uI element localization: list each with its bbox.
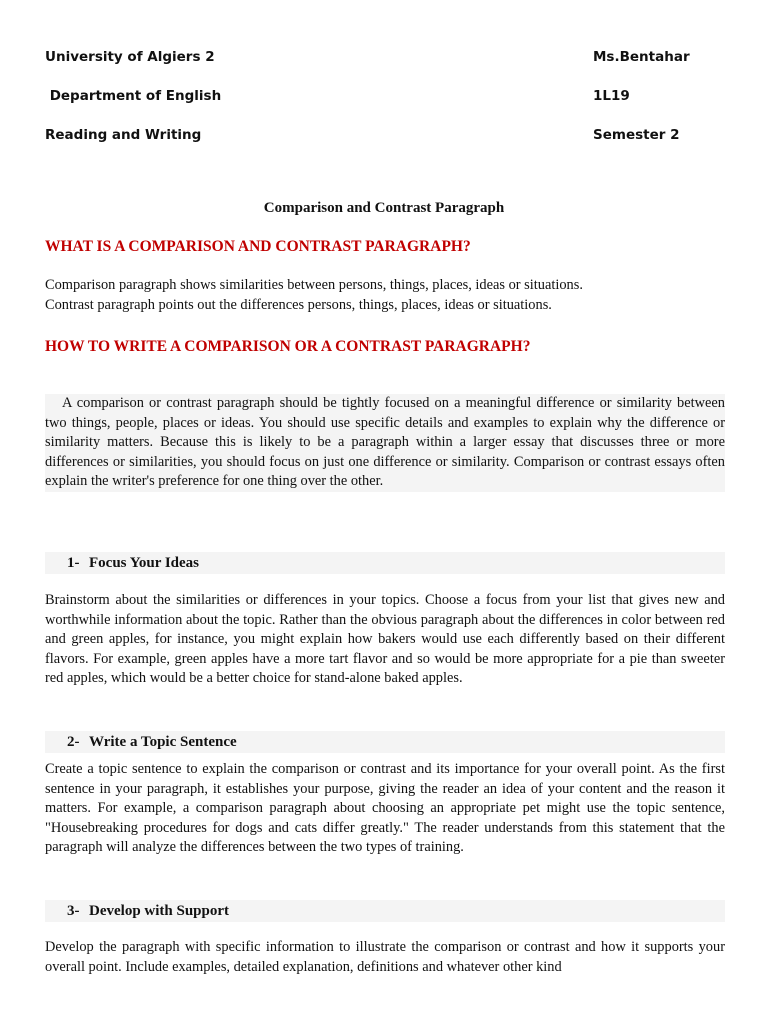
course-name: Reading and Writing [45, 127, 202, 143]
contrast-definition: Contrast paragraph points out the differences persons, things, places, ideas or situations. [45, 296, 552, 313]
section-number: 2- [67, 734, 80, 750]
university-name: University of Algiers 2 [45, 49, 215, 65]
document-title: Comparison and Contrast Paragraph [263, 200, 505, 216]
section-number: 1- [67, 555, 80, 571]
instructor-name: Ms.Bentahar [593, 49, 690, 65]
comparison-definition: Comparison paragraph shows similarities between persons, things, places, ideas or situations. [45, 277, 583, 293]
intro-paragraph: A comparison or contrast paragraph should be tightly focused on a meaningful difference or similarity between two things, people, places or ideas. You should use specific details and examples to explain why the difference or similarity matters. Because this is likely to be a paragraph within a larger essay that discusses three or more differences or similarities, you should focus on just one difference or similarity. Comparison or contrast essays often explain the writer's preference for one thing over the other. [45, 394, 725, 492]
section-body-support: Develop the paragraph with specific information to illustrate the comparison or contrast and how it supports your overall point. Include examples, detailed explanation, definitions and whatever other kind [45, 939, 725, 975]
section-body-topic-sentence: Create a topic sentence to explain the comparison or contrast and its importance for your overall point. As the first sentence in your paragraph, it establishes your purpose, giving the reader an idea of your content and the reason it matters. For example, a comparison paragraph about choosing an appropriate pet might use the topic sentence, "Housebreaking procedures for dogs and cats differ greatly." The reader understands from this statement that the paragraph will analyze the differences between the two types of training. [45, 761, 725, 855]
class-code: 1L19 [593, 88, 630, 104]
department-name: Department of English [45, 88, 222, 104]
definition-paragraph [45, 276, 725, 315]
semester: Semester 2 [593, 127, 680, 143]
heading-how-to-write: HOW TO WRITE A COMPARISON OR A CONTRAST PARAGRAPH? [45, 338, 531, 355]
section-body-focus: Brainstorm about the similarities or differences in your topics. Choose a focus from your list that gives new and worthwhile information about the topic. Rather than the obvious paragraph about the differences in color between red and green apples, for instance, you might explain how bakers would use each differently based on their different flavors. For example, green apples have a more tart flavor and so would be more appropriate for a pie than sweeter red apples, which would be a better choice for stand-alone baked apples. [45, 592, 725, 686]
section-heading-support [45, 900, 725, 922]
heading-what-is: WHAT IS A COMPARISON AND CONTRAST PARAGRAPH? [45, 238, 471, 255]
section-heading-focus [45, 552, 725, 574]
section-title: Focus Your Ideas [89, 555, 200, 571]
section-title: Write a Topic Sentence [89, 734, 237, 750]
section-number: 3- [67, 903, 80, 919]
section-heading-topic-sentence [45, 731, 725, 753]
section-title: Develop with Support [89, 903, 230, 919]
